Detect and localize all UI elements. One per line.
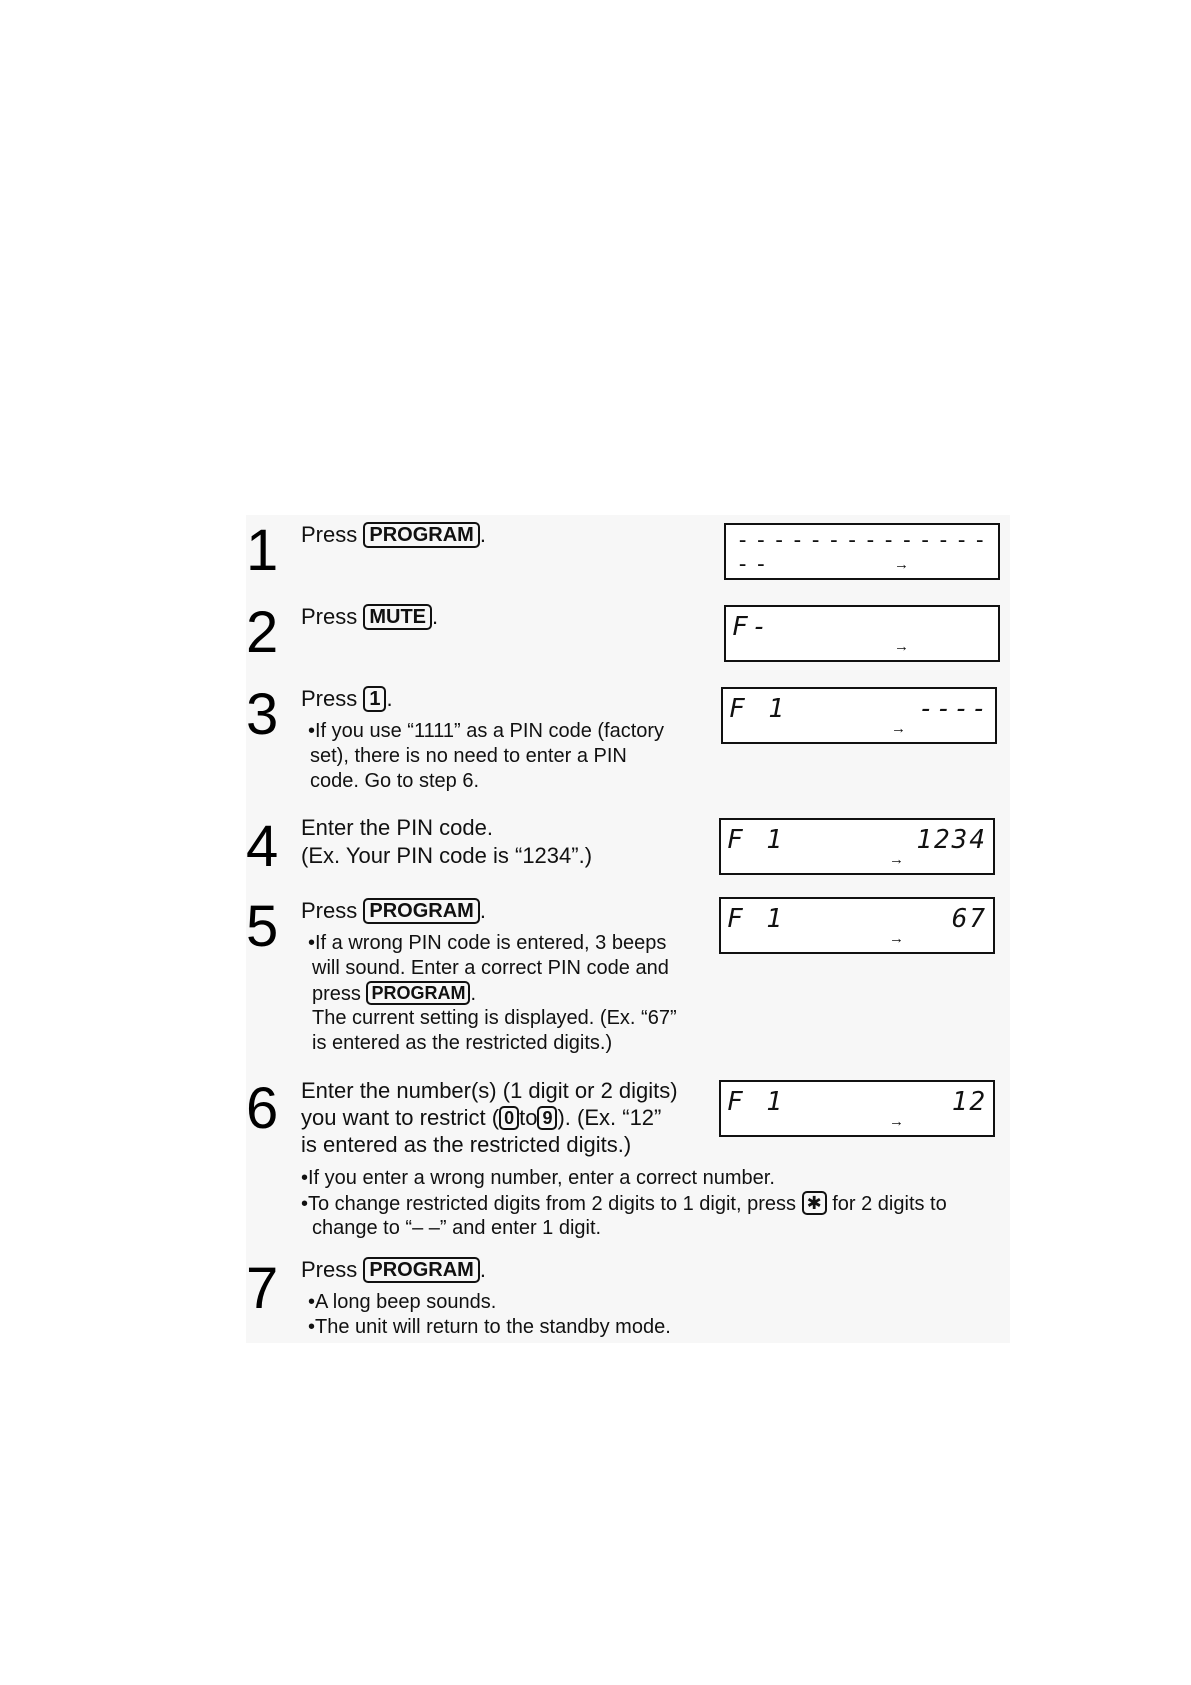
step-6-note-text-end: for 2 digits to xyxy=(826,1193,947,1215)
program-key: PROGRAM xyxy=(363,898,479,924)
step-1-text: Press xyxy=(301,522,364,547)
mute-key: MUTE xyxy=(363,604,432,630)
lcd-display-step-2 xyxy=(724,605,1000,662)
step-1-instruction xyxy=(301,522,486,548)
lcd-function-text: F- xyxy=(732,612,772,642)
lcd-function-text: F 1 xyxy=(727,904,786,934)
lcd-value-text: 12 xyxy=(951,1087,987,1117)
step-5-note-line-2: will sound. Enter a correct PIN code and xyxy=(312,957,669,979)
step-2-instruction xyxy=(301,604,438,630)
step-number-1: 1 xyxy=(246,518,279,583)
step-number-7: 7 xyxy=(246,1256,279,1321)
step-6-note-line-1: •If you enter a wrong number, enter a correct number. xyxy=(301,1167,775,1189)
step-6-note-line-3: change to “– –” and enter 1 digit. xyxy=(312,1217,602,1239)
lcd-function-text: F 1 xyxy=(727,1087,786,1117)
arrow-icon: → xyxy=(891,720,906,737)
program-key: PROGRAM xyxy=(366,981,470,1005)
step-7-period: . xyxy=(479,1257,486,1282)
step-5-note-period: . xyxy=(470,983,477,1005)
step-7-note-line-2: •The unit will return to the standby mode. xyxy=(308,1316,671,1338)
arrow-icon: → xyxy=(894,556,909,573)
step-6-text: you want to restrict ( xyxy=(301,1105,500,1130)
step-5-instruction xyxy=(301,898,486,924)
arrow-icon: → xyxy=(889,851,904,868)
step-4-line-2: (Ex. Your PIN code is “1234”.) xyxy=(301,843,593,868)
program-key: PROGRAM xyxy=(363,522,479,548)
digit-9-key: 9 xyxy=(537,1106,557,1130)
lcd-display-step-6 xyxy=(719,1080,995,1137)
lcd-function-text: F 1 xyxy=(727,825,786,855)
step-2-period: . xyxy=(432,604,439,629)
lcd-value-text: 67 xyxy=(951,904,987,934)
program-key: PROGRAM xyxy=(363,1257,479,1283)
lcd-display-step-4 xyxy=(719,818,995,875)
arrow-icon: → xyxy=(889,1113,904,1130)
lcd-value-text: 1234 xyxy=(916,825,987,855)
asterisk-key: ✱ xyxy=(802,1191,827,1215)
step-5-text: Press xyxy=(301,898,364,923)
arrow-icon: → xyxy=(894,638,909,655)
lcd-display-step-5 xyxy=(719,897,995,954)
step-3-note-line-3: code. Go to step 6. xyxy=(310,770,479,792)
step-7-note-line-1: •A long beep sounds. xyxy=(308,1291,497,1313)
step-7-text: Press xyxy=(301,1257,364,1282)
step-5-note-text: press xyxy=(312,983,367,1005)
step-number-4: 4 xyxy=(246,814,279,879)
step-3-period: . xyxy=(386,686,393,711)
step-3-text: Press xyxy=(301,686,364,711)
step-2-text: Press xyxy=(301,604,364,629)
step-number-2: 2 xyxy=(246,600,279,665)
digit-1-key: 1 xyxy=(363,686,386,712)
step-5-note-line-1: •If a wrong PIN code is entered, 3 beeps xyxy=(308,932,667,954)
step-5-period: . xyxy=(479,898,486,923)
step-number-3: 3 xyxy=(246,682,279,747)
step-6-example-text: ). (Ex. “12” xyxy=(557,1105,662,1130)
step-1-period: . xyxy=(479,522,486,547)
lcd-display-step-3 xyxy=(721,687,997,744)
step-7-instruction xyxy=(301,1257,486,1283)
step-5-note-line-5: is entered as the restricted digits.) xyxy=(312,1032,613,1054)
digit-0-key: 0 xyxy=(499,1106,519,1130)
step-6-line-3: is entered as the restricted digits.) xyxy=(301,1132,632,1157)
step-3-note-line-1: •If you use “1111” as a PIN code (factory xyxy=(308,720,665,742)
step-5-note-line-3 xyxy=(312,981,476,1007)
step-3-instruction xyxy=(301,686,393,712)
step-6-line-2 xyxy=(301,1105,661,1131)
lcd-function-text: F 1 xyxy=(729,694,788,724)
step-6-note-text: •To change restricted digits from 2 digits to 1 digit, press xyxy=(301,1193,802,1215)
step-6-to-text: to xyxy=(519,1105,538,1130)
arrow-icon: → xyxy=(889,930,904,947)
step-number-6: 6 xyxy=(246,1076,279,1141)
step-5-note-line-4: The current setting is displayed. (Ex. “67” xyxy=(312,1007,677,1029)
step-4-line-1: Enter the PIN code. xyxy=(301,815,493,840)
lcd-dashes: ---------------- xyxy=(736,528,992,577)
step-3-note-line-2: set), there is no need to enter a PIN xyxy=(310,745,627,767)
step-number-5: 5 xyxy=(246,894,279,959)
lcd-value-text: ---- xyxy=(918,694,989,724)
step-6-note-line-2 xyxy=(301,1191,947,1217)
step-6-line-1: Enter the number(s) (1 digit or 2 digits) xyxy=(301,1078,678,1103)
lcd-display-step-1 xyxy=(724,523,1000,580)
